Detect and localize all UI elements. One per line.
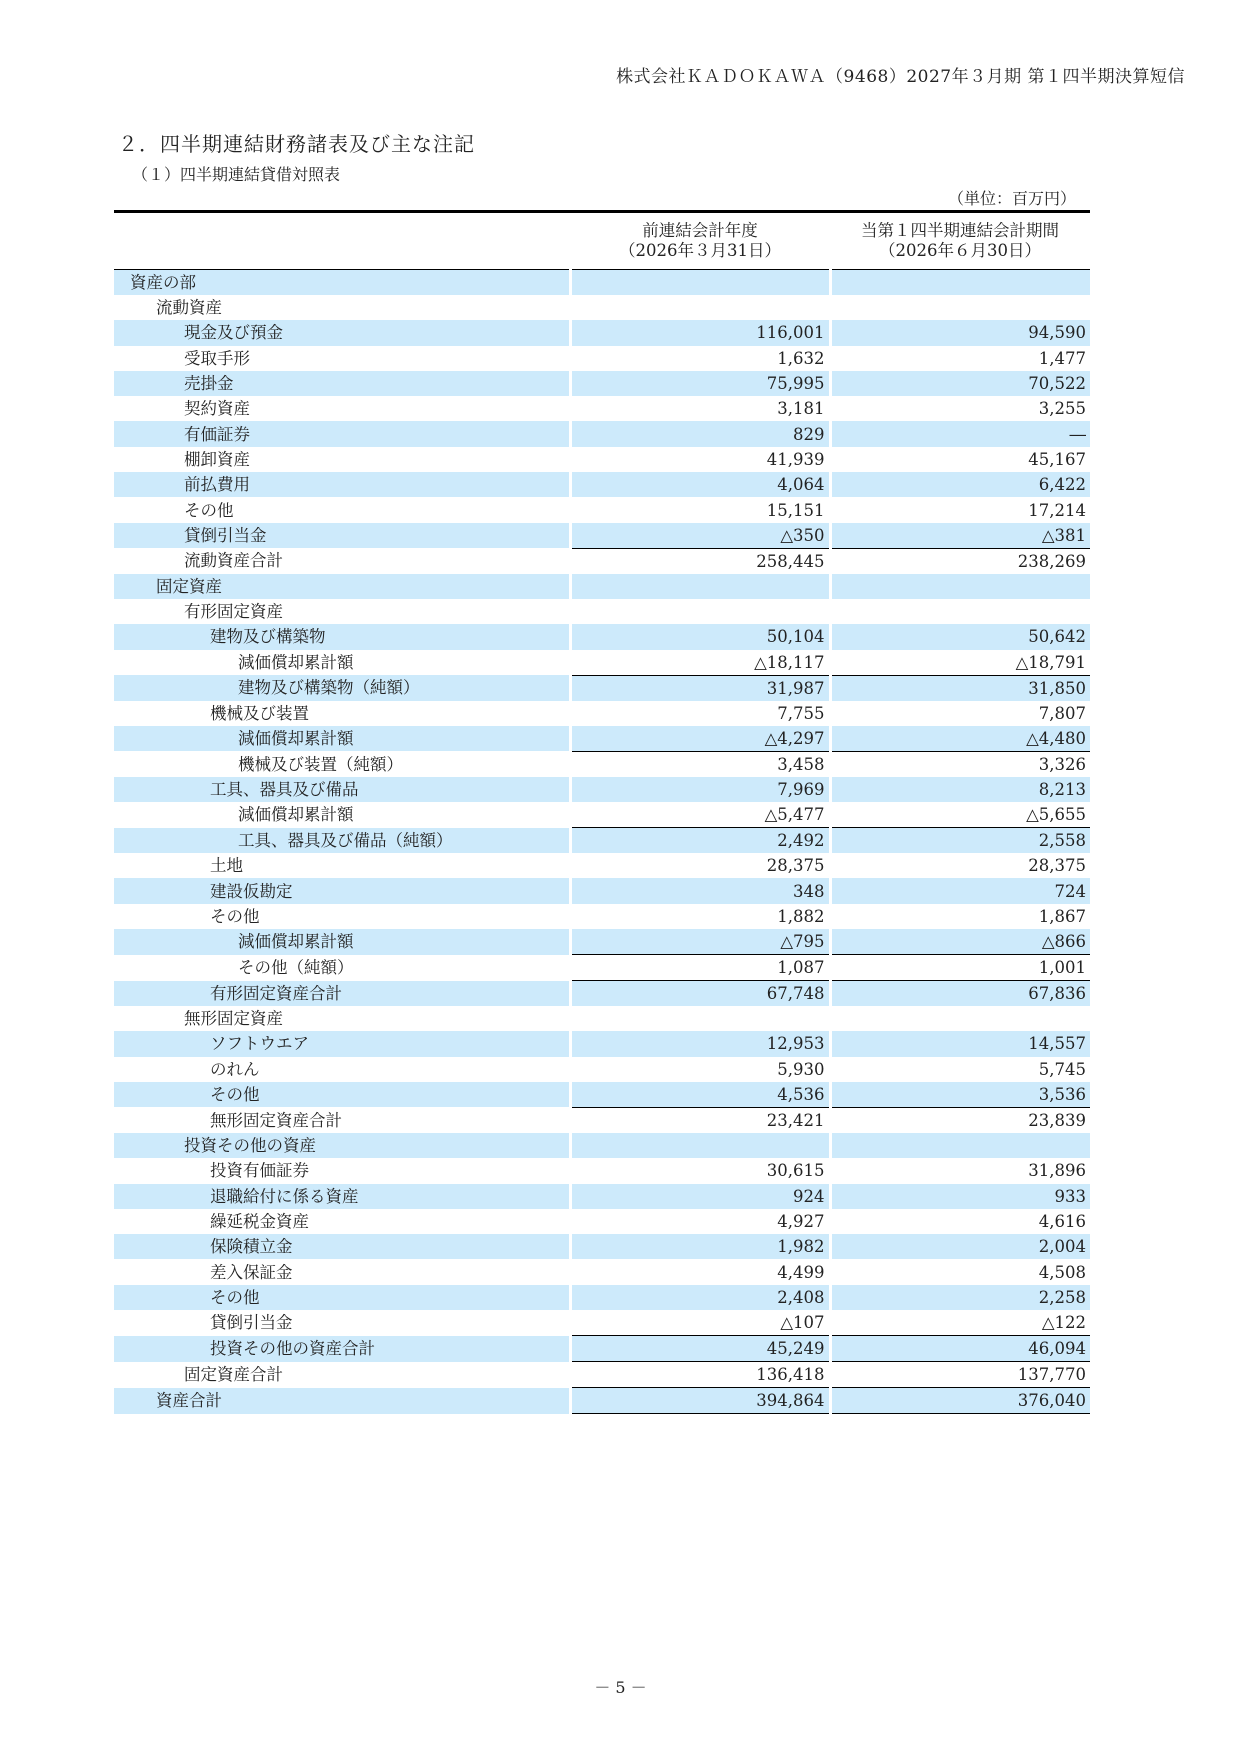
prev-period-value: 2,492 [570, 828, 830, 854]
current-period-value: △18,791 [830, 650, 1090, 676]
row-label: 工具、器具及び備品（純額） [114, 828, 570, 854]
prev-period-value: △107 [570, 1310, 830, 1336]
row-label: 差入保証金 [210, 1262, 293, 1282]
unit-label: （単位：百万円） [948, 189, 1077, 208]
prev-period-value: 7,969 [570, 777, 830, 802]
row-label: 固定資産 [114, 574, 570, 599]
current-period-value: 8,213 [830, 777, 1090, 802]
table-row [114, 878, 1090, 903]
row-label: 投資その他の資産合計 [114, 1336, 570, 1362]
current-period-value: 3,536 [830, 1082, 1090, 1108]
prev-period-value: 258,445 [570, 548, 830, 574]
table-row [114, 1107, 1090, 1133]
row-label: 土地 [210, 856, 243, 876]
row-label: 機械及び装置（純額） [238, 754, 403, 774]
current-period-value: 70,522 [830, 371, 1090, 396]
balance-sheet-table [114, 210, 1090, 1414]
prev-period-value: 1,882 [570, 904, 830, 929]
row-label: 建物及び構築物 [114, 624, 570, 649]
table-row [114, 421, 1090, 446]
row-label: 固定資産合計 [184, 1365, 283, 1385]
current-period-value [830, 295, 1090, 320]
table-row [114, 472, 1090, 497]
prev-period-value: 348 [570, 878, 830, 903]
prev-period-value: 1,982 [570, 1234, 830, 1259]
row-label: 資産合計 [114, 1388, 570, 1414]
row-label: 投資その他の資産 [114, 1133, 570, 1158]
row-label: その他 [114, 1285, 570, 1310]
row-label: その他（純額） [238, 958, 354, 978]
header-prev-period [570, 212, 830, 270]
current-period-value: 376,040 [830, 1388, 1090, 1414]
table-body [114, 270, 1090, 1414]
header-label-cell [114, 212, 570, 270]
row-label: 機械及び装置 [210, 703, 309, 723]
table-row [114, 1158, 1090, 1183]
row-label: その他 [184, 500, 234, 520]
table-row [114, 523, 1090, 549]
prev-period-value [570, 599, 830, 624]
table-row [114, 447, 1090, 472]
prev-period-value: 829 [570, 421, 830, 446]
balance-sheet-table-wrap [114, 210, 1090, 1414]
current-period-value: 50,642 [830, 624, 1090, 649]
table-row [114, 1031, 1090, 1056]
row-label: 売掛金 [114, 371, 570, 396]
row-label: のれん [210, 1059, 260, 1079]
row-label: ソフトウエア [114, 1031, 570, 1056]
current-period-value: 1,001 [830, 955, 1090, 981]
prev-period-value: △795 [570, 929, 830, 955]
current-period-value: 6,422 [830, 472, 1090, 497]
row-label: 資産の部 [114, 270, 570, 296]
table-row [114, 701, 1090, 726]
prev-period-value: △4,297 [570, 726, 830, 752]
row-label: 保険積立金 [114, 1234, 570, 1259]
current-period-value: 28,375 [830, 853, 1090, 878]
prev-period-value: 4,499 [570, 1259, 830, 1284]
report-header: 株式会社ＫＡＤＯＫＡＷＡ（9468）2027年３月期 第１四半期決算短信 [616, 67, 1185, 87]
table-row [114, 574, 1090, 599]
current-period-value: 94,590 [830, 320, 1090, 345]
table-row [114, 371, 1090, 396]
current-period-value [830, 270, 1090, 296]
current-period-value: △866 [830, 929, 1090, 955]
table-row [114, 650, 1090, 676]
current-period-value: 14,557 [830, 1031, 1090, 1056]
prev-period-value [570, 1006, 830, 1031]
row-label: 建物及び構築物（純額） [114, 675, 570, 701]
prev-period-value: 924 [570, 1184, 830, 1209]
prev-period-value: 2,408 [570, 1285, 830, 1310]
table-row [114, 904, 1090, 929]
prev-period-value: 394,864 [570, 1388, 830, 1414]
table-row [114, 624, 1090, 649]
current-period-value: 23,839 [830, 1107, 1090, 1133]
prev-period-value [570, 1133, 830, 1158]
current-period-value: 2,558 [830, 828, 1090, 854]
row-label: その他 [114, 1082, 570, 1108]
table-row [114, 1082, 1090, 1108]
prev-period-value: 50,104 [570, 624, 830, 649]
prev-period-value: △18,117 [570, 650, 830, 676]
row-label: その他 [210, 906, 260, 926]
row-label: 繰延税金資産 [210, 1211, 309, 1231]
current-period-value: 238,269 [830, 548, 1090, 574]
table-row [114, 777, 1090, 802]
table-row [114, 270, 1090, 296]
row-label: 棚卸資産 [184, 449, 250, 469]
current-period-value: 45,167 [830, 447, 1090, 472]
row-label: 無形固定資産 [184, 1009, 283, 1029]
prev-period-value: 23,421 [570, 1107, 830, 1133]
prev-period-value: 15,151 [570, 497, 830, 522]
table-row [114, 1209, 1090, 1234]
table-row [114, 853, 1090, 878]
current-period-value: 2,258 [830, 1285, 1090, 1310]
table-row [114, 295, 1090, 320]
table-row [114, 497, 1090, 522]
table-row [114, 802, 1090, 828]
row-label: 受取手形 [184, 348, 250, 368]
row-label: 無形固定資産合計 [210, 1110, 342, 1130]
row-label: 貸倒引当金 [114, 523, 570, 549]
current-period-value [830, 574, 1090, 599]
row-label: 工具、器具及び備品 [114, 777, 570, 802]
row-label: 減価償却累計額 [114, 726, 570, 752]
table-row [114, 320, 1090, 345]
row-label: 契約資産 [184, 399, 250, 419]
section-title: ２．四半期連結財務諸表及び主な注記 [118, 132, 475, 156]
prev-period-value: 75,995 [570, 371, 830, 396]
table-row [114, 599, 1090, 624]
prev-period-value: 41,939 [570, 447, 830, 472]
table-row [114, 1184, 1090, 1209]
prev-period-value: 136,418 [570, 1362, 830, 1388]
table-row [114, 751, 1090, 777]
current-period-value: 933 [830, 1184, 1090, 1209]
row-label: 現金及び預金 [114, 320, 570, 345]
prev-period-value: 12,953 [570, 1031, 830, 1056]
row-label: 有価証券 [114, 421, 570, 446]
prev-period-value: △5,477 [570, 802, 830, 828]
header-cur-line2: （2026年６月30日） [879, 241, 1041, 260]
prev-period-value: 30,615 [570, 1158, 830, 1183]
row-label: 有形固定資産 [184, 602, 283, 622]
sub-title: （１）四半期連結貸借対照表 [132, 165, 341, 184]
current-period-value: △4,480 [830, 726, 1090, 752]
prev-period-value: 67,748 [570, 981, 830, 1007]
header-prev-line1: 前連結会計年度 [642, 221, 758, 240]
table-row [114, 396, 1090, 421]
table-row [114, 981, 1090, 1007]
current-period-value: 4,508 [830, 1259, 1090, 1284]
prev-period-value [570, 270, 830, 296]
row-label: 前払費用 [114, 472, 570, 497]
table-row [114, 929, 1090, 955]
current-period-value: △5,655 [830, 802, 1090, 828]
current-period-value: 31,850 [830, 675, 1090, 701]
current-period-value: 2,004 [830, 1234, 1090, 1259]
row-label: 有形固定資産合計 [114, 981, 570, 1007]
row-label: 流動資産 [156, 298, 222, 318]
table-row [114, 828, 1090, 854]
current-period-value: 46,094 [830, 1336, 1090, 1362]
table-row [114, 1388, 1090, 1414]
table-row [114, 1133, 1090, 1158]
row-label: 貸倒引当金 [210, 1313, 293, 1333]
prev-period-value: 28,375 [570, 853, 830, 878]
table-row [114, 1057, 1090, 1082]
table-row [114, 726, 1090, 752]
table-row [114, 1259, 1090, 1284]
table-row [114, 1285, 1090, 1310]
header-prev-line2: （2026年３月31日） [619, 241, 781, 260]
row-label: 建設仮勘定 [114, 878, 570, 903]
table-row [114, 548, 1090, 574]
prev-period-value: 1,632 [570, 346, 830, 371]
table-row [114, 1234, 1090, 1259]
current-period-value: 724 [830, 878, 1090, 903]
row-label: 減価償却累計額 [238, 805, 354, 825]
current-period-value: 137,770 [830, 1362, 1090, 1388]
current-period-value: 67,836 [830, 981, 1090, 1007]
current-period-value: 3,255 [830, 396, 1090, 421]
table-row [114, 1006, 1090, 1031]
prev-period-value: 3,458 [570, 751, 830, 777]
prev-period-value: 5,930 [570, 1057, 830, 1082]
current-period-value: 31,896 [830, 1158, 1090, 1183]
table-row [114, 1310, 1090, 1336]
current-period-value: 7,807 [830, 701, 1090, 726]
current-period-value: 1,477 [830, 346, 1090, 371]
table-row [114, 1362, 1090, 1388]
row-label: 退職給付に係る資産 [114, 1184, 570, 1209]
page-number: － 5 － [594, 1678, 647, 1697]
row-label: 投資有価証券 [210, 1161, 309, 1181]
prev-period-value: 4,064 [570, 472, 830, 497]
prev-period-value [570, 295, 830, 320]
current-period-value: 1,867 [830, 904, 1090, 929]
current-period-value [830, 1133, 1090, 1158]
current-period-value [830, 1006, 1090, 1031]
prev-period-value: 1,087 [570, 955, 830, 981]
table-row [114, 675, 1090, 701]
prev-period-value [570, 574, 830, 599]
row-label: 減価償却累計額 [238, 652, 354, 672]
current-period-value: △381 [830, 523, 1090, 549]
prev-period-value: 3,181 [570, 396, 830, 421]
header-cur-line1: 当第１四半期連結会計期間 [861, 221, 1059, 240]
current-period-value [830, 599, 1090, 624]
current-period-value: 4,616 [830, 1209, 1090, 1234]
current-period-value: △122 [830, 1310, 1090, 1336]
row-label: 流動資産合計 [184, 551, 283, 571]
table-row [114, 955, 1090, 981]
prev-period-value: 31,987 [570, 675, 830, 701]
current-period-value: 5,745 [830, 1057, 1090, 1082]
prev-period-value: 4,927 [570, 1209, 830, 1234]
prev-period-value: 7,755 [570, 701, 830, 726]
prev-period-value: △350 [570, 523, 830, 549]
current-period-value: 3,326 [830, 751, 1090, 777]
current-period-value: 17,214 [830, 497, 1090, 522]
header-current-period [830, 212, 1090, 270]
table-header-row [114, 212, 1090, 270]
current-period-value: ― [830, 421, 1090, 446]
row-label: 減価償却累計額 [114, 929, 570, 955]
prev-period-value: 116,001 [570, 320, 830, 345]
table-row [114, 1336, 1090, 1362]
prev-period-value: 45,249 [570, 1336, 830, 1362]
prev-period-value: 4,536 [570, 1082, 830, 1108]
table-row [114, 346, 1090, 371]
